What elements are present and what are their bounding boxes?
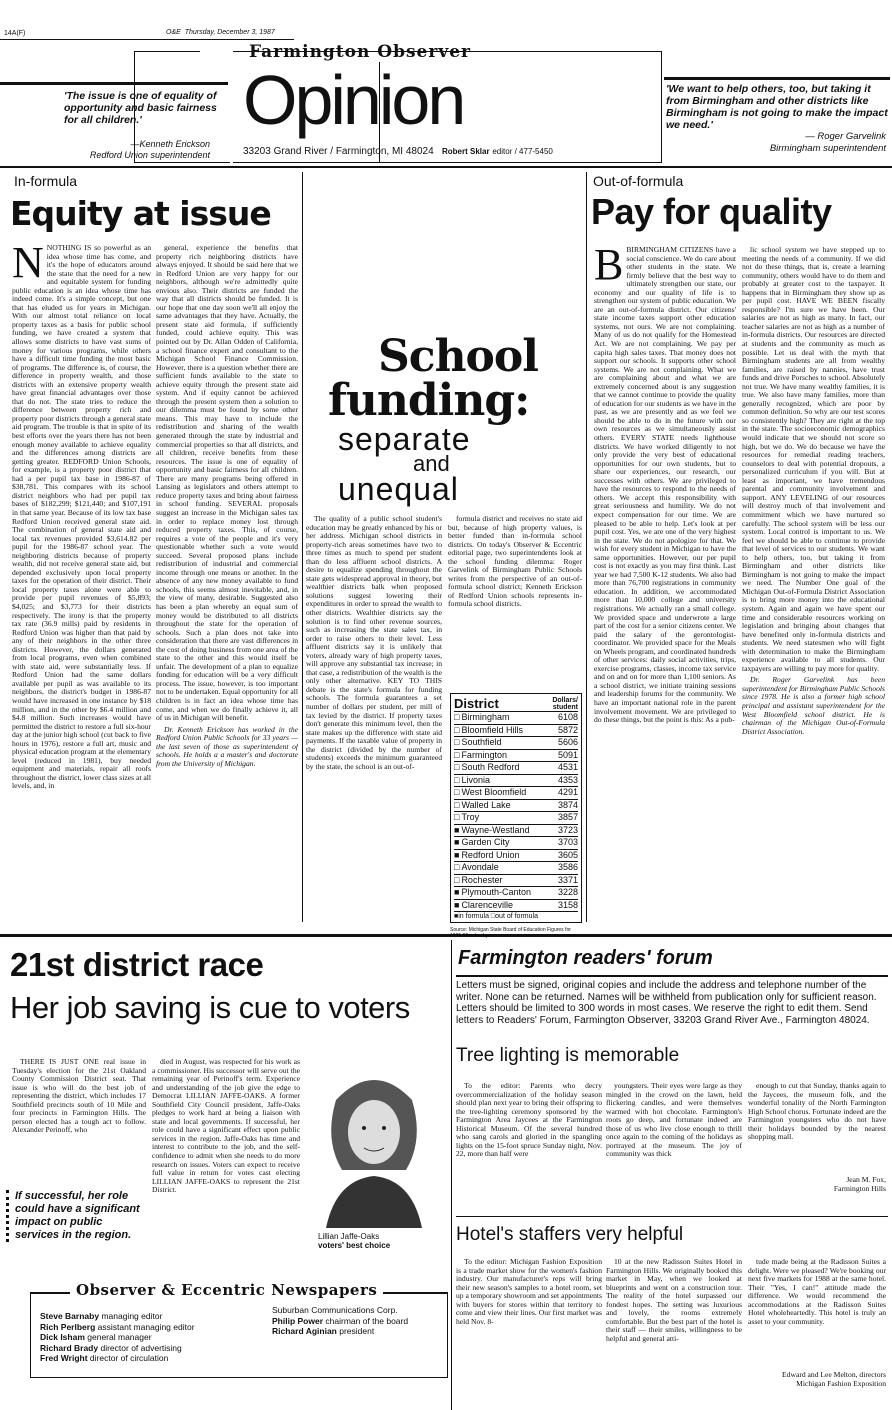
race-col1 (12, 1058, 146, 1178)
signer: Edward and Lee Melton, directors (782, 1370, 886, 1379)
table-row (454, 737, 578, 750)
district-name: Avondale (461, 862, 499, 872)
quote-left: 'The issue is one of equality of opportunity and basic fairness for all children.' (64, 90, 217, 126)
letter-text: To the editor: Michigan Fashion Exposition is a trade market show for the women's fashion industry. Our manufacturer's reps will bring their new season's samples to a hotel room, set up a temporary showroom and set appointments with buyers for stores within that territory to come and view their lines. Our first market was held Nov. 8- (456, 1258, 602, 1326)
out-of-formula-marker-icon: □ (454, 787, 460, 797)
district-name: Walled Lake (461, 799, 511, 810)
address-text: 33203 Grand River / Farmington, MI 48024 (243, 146, 434, 157)
table-row (454, 775, 578, 788)
out-of-formula-marker-icon: □ (454, 812, 460, 822)
caption-text: voters' best choice (318, 1241, 391, 1250)
staff-entry (40, 1311, 195, 1322)
article-text: BIRMINGHAM CITIZENS have a social conscience. We do care about other students in the state. We firmly believe that the best way to ultimately strengthen our state, our economy and our quality of life is to strengthen our system of public education. We are an out-of-formula district. Our citizens' state income taxes support other education systems, not ours. We are not complaining. Many of us do not qualify for the Homestead Act. We are not complaining. We pay per capita high sales taxes. That money does not support our schools. It supports other school systems. We are not complaining. What we are complaining about and what we are extremely concerned about is any suggestion that we cannot continue to provide the quality of education for our students as we have in the past, as we are presently and as we feel we should be able to do in the future with our own resources as we simultaneously assist others. EVERY STATE needs lighthouse districts. We have worked diligently to not only provide the very best of educational opportunities for our own students, but to share our experiences, our research, our successes with others. We are privileged to have the resources to respond to the needs of others. We accept this responsibility with great seriousness and humility. We do not expect compensation for our time. We are pleased to be able to help. Let's look at per pupil cost. Yes, we are one of the very highest in the state. We do not apologize for that. We wish for every student in Michigan to have the same opportunities. However, our per pupil cost is not exactly as you may first think. Last year we had 7,500 K-12 students. We also had more than 76,700 registrations in community education. In addition, we accommodated more than 10,000 college and university registrations. We actually ran a small college. We provided space and underwrote a large part of the cost for a senior citizens center. We paid the salary of the gerontologist-coordinator. We provided space for the Meals on Wheels program, and coordinated hundreds of other services: daily social activities, trips, exercise programs, classes, income tax service and on and on for more than 1,100 seniors. As a school district, we initiate training sessions and leadership forums for the community. We have an important national role in the parent involvement movement. We are privileged to do these things, but the point is this: As a pub- (594, 246, 736, 725)
out-of-formula-marker-icon: □ (454, 762, 460, 772)
author-bio: Dr. Roger Garvelink has been superintendent for Birmingham Public Schools since 1978. He is also a former high school principal and assistant superintendent for the West Bloomfield school district. He is chairman of the Michigan Out-of-Formula District Association. (742, 675, 885, 736)
corp-entry (272, 1316, 408, 1327)
dollars-per-student: 3228 (557, 887, 578, 897)
table-legend: ■in formula □out of formula (454, 913, 538, 920)
feature-title-line: unequal (338, 470, 459, 507)
feature-title-line: separate (338, 421, 471, 457)
headline-21st-district: 21st district race (10, 946, 264, 983)
staff-entry (40, 1322, 195, 1333)
table-header-dollars: Dollars/ student (552, 697, 578, 711)
staff-role: director of circulation (89, 1353, 169, 1363)
district-name: Redford Union (461, 849, 520, 860)
table-row (454, 900, 578, 913)
district-name: Birmingham (461, 712, 510, 722)
quote-right-attribution (664, 131, 886, 155)
dollars-per-student: 5606 (557, 737, 578, 747)
district-name: West Bloomfield (461, 787, 527, 797)
photo-lillian-jaffe-oaks (306, 1060, 442, 1228)
district-name: Bloomfield Hills (461, 724, 523, 735)
headline-pay-for-quality: Pay for quality (591, 191, 832, 232)
dollars-per-student: 3605 (557, 849, 578, 860)
out-of-formula-marker-icon: □ (454, 874, 460, 885)
pub-abbrev: O&E (166, 29, 181, 36)
in-formula-marker-icon: ■ (454, 887, 460, 897)
staff-role: chairman of the board (325, 1315, 409, 1326)
district-name: Garden City (461, 837, 510, 847)
table-row (454, 812, 578, 825)
pull-quote: If successful, her role could have a significant impact on public services in the region. (6, 1190, 146, 1242)
district-name: Clarenceville (461, 899, 513, 910)
table-row (454, 850, 578, 863)
signer-org: Michigan Fashion Exposition (796, 1379, 886, 1388)
table-row (454, 725, 578, 738)
portrait-image (306, 1060, 442, 1228)
staff-role: general manager (87, 1332, 152, 1342)
table-row (454, 862, 578, 875)
letter2-signature (740, 1370, 886, 1388)
district-name: Southfield (461, 737, 502, 747)
dollars-per-student: 3371 (557, 874, 578, 885)
dollars-per-student: 3703 (557, 837, 578, 847)
corp-list (272, 1305, 408, 1337)
editor-name: Robert Sklar (442, 147, 490, 156)
table-row (454, 887, 578, 900)
dollars-per-student: 3586 (557, 862, 578, 872)
article-text: died in August, was respected for his work as a commissioner. His successor will serve out the remaining year of Perinoff's term. Experience and understanding of the job give the edge to Democrat LILLIAN JAFFE-OAKS. A former Southfield City Council president, Jaffe-Oaks pledges to work hard at being a liaison with state and local governments. If successful, her role could have a significant effect upon public services in the region. Jaffe-Oaks has time and interest to contribute to the job, and the self-confidence to admit when she needs to do more research on issues. Voters can expect to receive full value in return for votes cast electing LILLIAN JAFFE-OAKS to represent the 21st District. (152, 1058, 300, 1195)
out-of-formula-marker-icon: □ (454, 799, 460, 810)
address (243, 146, 553, 157)
paper-name: Farmington Observer (200, 42, 520, 62)
letter-text: To the editor: Parents who decry overcommercialization of the holiday season should plan next year to bring their offspring to the tree-lighting ceremony sponsored by the Farmington Area Jaycees at the Farmington Historical Museum. Of the several hundred who sang carols and gloried in the spangling lights on the 15-foot spruce Sunday night, Nov. 22, more than half were (456, 1082, 602, 1159)
quote-left-role: Redford Union superintendent (89, 150, 210, 160)
article-pay-col2 (742, 246, 885, 910)
letter1-col3 (748, 1082, 886, 1172)
issue-date: Thursday, December 3, 1987 (184, 29, 275, 36)
quote-right-name: — Roger Garvelink (805, 131, 886, 142)
feature-title-line: funding: (328, 375, 530, 426)
staff-list (40, 1311, 195, 1364)
district-name: Rochester (461, 874, 503, 885)
table-row (454, 800, 578, 813)
page-number: 14A(F) (4, 30, 26, 37)
article-pay-col1: BBIRMINGHAM CITIZENS have a social conscience. We do care about other students in the state. We firmly believe that the best way to ultimately strengthen our state, our economy and our quality of life is to strengthen our system of public education. We are an out-of-formula district. Our citizens' state income taxes support other education systems, not ours. We are not complaining. Many of us do not qualify for the Homestead Act. We are not complaining. We pay per capita high sales taxes. That money does not support our schools. It supports other school systems. We are not complaining. What we are complaining about and what we are extremely concerned about is any suggestion that we cannot continue to provide the quality of education for our students as we have in the past, as we are presently and as we feel we should be able to do in the future with our own resources as we simultaneously assist others. EVERY STATE needs lighthouse districts. We have worked diligently to not only provide the very best of educational opportunities for our own students, but to share our experiences, our research, our successes with others. We are privileged to have the resources to respond to the needs of others. We accept this responsibility with great seriousness and humility. We do not expect compensation for our time. We are pleased to be able to help. Let's look at per pupil cost. Yes, we are one of the very highest in the state. We do not apologize for that. We wish for every student in Michigan to have the same opportunities. However, our per pupil cost is not exactly as you may first think. Last year we had 7,500 K-12 students. We also had more than 76,700 registrations in community education. In addition, we accommodated more than 10,000 college and university registrations. We actually ran a small college. We provided space and underwrote a large part of the cost for a senior citizens center. We paid the salary of the gerontologist-coordinator. We provided space for the Meals on Wheels program, and coordinated hundreds of other services: daily social activities, trips, exercise programs, classes, income tax service and on and on for more than 1,100 seniors. As a school district, we initiate training sessions and leadership forums for the community. We have an important national role in the parent involvement movement. We are privileged to do these things, but the point is this: As a pub- (594, 246, 736, 725)
dollars-per-student: 5091 (557, 749, 578, 760)
letter-text: youngsters. Their eyes were large as they mingled in the crowd on the lawn, held flickering candles, and were themselves warmed with hot chocolate. Farmington's roots go deep, and fortunate indeed are those of us who live close enough to thrill once again to the coming of the holidays as portrayed at the museum. The joy of community was thick (606, 1082, 742, 1159)
letter-headline-hotel: Hotel's staffers very helpful (456, 1224, 684, 1245)
letter2-col1 (456, 1258, 602, 1403)
table-row (454, 875, 578, 888)
letter-text: 10 at the new Radisson Suites Hotel in Farmington Hills. We originally booked this market in May, when we looked at blueprints and went on a construction tour. The reality of the hotel surpassed our fondest hopes. The setting was luxurious and lovely, the rooms extremely comfortable. But the best part of the hotel is their staff — their smiles, willingness to be helpful and general atti- (606, 1258, 742, 1343)
staff-entry (40, 1343, 195, 1354)
staff-name: Richard Aginian (272, 1326, 337, 1336)
legend-out-formula: out of formula (495, 913, 538, 920)
letter1-col2 (606, 1082, 742, 1207)
author-bio: Dr. Kenneth Erickson has worked in the Redford Union Public Schools for 33 years — the last seven of those as superintendent of schools. He holds a a master's and doctorate from the University of Michigan. (156, 724, 298, 768)
article-equity-col1: NNOTHING IS so powerful as an idea whose time has come, and it's the hope of educators around the state that the need for a new and equitable system for funding public education is an idea whose time has indeed come. It's a simple concept, but one that has eluded us for years in Michigan. With our almost total reliance on local property taxes as a basis for public school funding, we have created a system that allows some districts to have vast sums of money for various programs, while others have a difficult time funding the most basic of programs. The difference is, of course, the difference in property wealth, and those districts with an extensive property wealth have great financial advantages over those that do not. The state tries to reduce the difference between property rich and property poor districts through a general state aid program. The trouble is that in spite of its best efforts over the years there has not been enough money available to achieve equality and the differences among districts are getting greater. REDFORD Union Schools, for example, is a property poor district that had a per pupil tax base in 1986-87 of $38,781. This compares with its school district neighbors who had per pupil tax bases of $182,299; $121,440; and $107,191 in that same year. Because of its low tax base Redford Union received general state aid. The combination of general state aid and local tax revenues provided $3,614.82 per pupil for the 1986-87 school year. The neighboring districts because of property wealth, did not receive general state aid, but depended exclusively upon local property taxes for the operation of their district. Their local property taxes alone were able to provide per pupil revenues of $5,893; $4,025; and $3,773 for their districts respectively. The irony is that the property tax rate (36.9 mills) paid by residents in Redford Union was higher than that paid by any of their neighbors in the other three districts. However, the dollars generated from local programs, even when combined with state aid, were substantially less. If Redford Union had the same dollars available per pupil as was available to its neighbors, the district's budget in 1986-87 would have increased in one instance by $18 million, and in the other by $6.4 million and $4.8 million. Such increases would have permitted the district to restore a full six-hour day at the junior high school (cut back to five hours in 1976), restore a full art, music and physical education program at the elementary level (reduced in 1981), buy needed equipment and materials, repair all roofs throughout the district, lower class sizes at all levels, and, in (12, 244, 151, 791)
legend-in-formula: in formula (458, 913, 489, 920)
table-row (454, 787, 578, 800)
caption-name: Lillian Jaffe-Oaks (318, 1232, 380, 1241)
out-of-formula-marker-icon: □ (454, 862, 460, 872)
in-formula-marker-icon: ■ (454, 899, 460, 910)
district-name: Wayne-Westland (461, 824, 530, 835)
table-row (454, 712, 578, 725)
date-line (166, 29, 275, 36)
dollars-per-student: 4531 (557, 762, 578, 772)
corp-entry (272, 1326, 408, 1337)
letter2-col3 (748, 1258, 886, 1368)
staff-name: Richard Brady (40, 1342, 99, 1353)
district-name: Farmington (461, 749, 507, 760)
article-text: lic school system we have stepped up to meeting the needs of a community. If we did not do these things, that is, create a learning community, others would have to do them and probably at greater cost to the taxpayer. It happens that in Birmingham they show up as per pupil cost. HAVE WE BEEN fiscally responsible? I'm sure we have been. Our salaries are not as high as many. In fact, our teacher salaries are not as high as a number of in-formula districts. Our resources are directed at students and the community as much as possible. Let us deal with the myth that Birmingham students are all from wealthy families, are raised by nannies, have trust funds and drive Porsches to school. Absolutely not true. We have many wealthy families, it is true. We also have many families, more than generally recognized, which are poor by common definition. So why are our test scores so consistently high? They are right at the top in the state. The socioeconomic demographics would indicate that we should not score so high, but we do. We do because we have the resources for remedial reading teachers, counselors to deal with potential dropouts, a personalized curriculum if you will. But at least as important, we have tremendous parental and community involvement and support. ANY LEVELING of our resources will destroy much of that involvement and commitment which we have nurtured so carefully. The school system will be less our system. Local control is important to us. We feel we should be able to continue to provide that level of services to our students. We want to help others, too, but taking it from Birmingham and other districts like Birmingham is not going to make the impact we need. The Number One goal of the Michigan Out-of-Formula District Association is to bring more money into the educational system. Again and again we have spent our time and considerable resources working on legislation and bringing about changes that have benefited only in-formula districts and students. We need statesmen who will fight with determination to make the Birmingham experience available to all students. Our taxpayers are willing to pay more for quality. (742, 246, 885, 673)
quote-right-role: Birmingham superintendent (769, 143, 886, 154)
district-name: Plymouth-Canton (461, 887, 531, 897)
race-col2 (152, 1058, 300, 1248)
in-formula-marker-icon: ■ (454, 837, 460, 847)
dollars-per-student: 4291 (557, 787, 578, 797)
letter-text: tude made being at the Radisson Suites a delight. Were we pleased? We're booking our next five markets for 1988 at the same hotel. Their "Yes, I can!" attitude made the difference. We would recommend the accommodations at the Radisson Suites Hotel wholeheartedly. This hotel is truly an asset to your community. (748, 1258, 886, 1326)
staff-name: Dick Isham (40, 1332, 85, 1342)
staff-name: Rich Perlberg (40, 1321, 96, 1332)
out-of-formula-marker-icon: □ (454, 749, 460, 760)
headline-equity: Equity at issue (10, 194, 271, 233)
feature-title (318, 331, 584, 507)
out-of-formula-marker-icon: □ (454, 712, 460, 722)
page-title: Opinion (243, 61, 464, 139)
in-formula-marker-icon: ■ (454, 824, 460, 835)
quote-left-name: —Kenneth Erickson (130, 139, 210, 149)
article-text: The quality of a public school student's education may be greatly enhanced by his or her address. Michigan school districts in property-rich areas sometimes have two to three times as much to spend per student than do less affluent school districts. A desire to equalize spending throughout the state gets widespread approval in theory, but wealthier districts balk when proposed solutions suggest lowering their expenditures in order to spread the wealth to other districts. Wealthier districts say the solution is to find other revenue sources, such as increasing the state sales tax, in order to raise others to their level. Less affluent districts say it is unlikely that voters, already wary of high property taxes, will approve any substantial tax increase; in that case, a redistribution of the wealth is the only other alternative. KEY TO THIS debate is the state's formula for funding schools. The formula guarantees a set number of dollars per student, per mill of tax levied by the district. If property taxes don't generate this minimum level, then the state makes up the difference with state aid payments. If the taxable value of property in the district (divided by the number of students) exceeds the minimum guaranteed by the state, the school is an out-of- (306, 515, 442, 771)
table-source: Source: Michigan State Board of Education Figures for (450, 927, 571, 933)
dollars-per-student: 5872 (557, 724, 578, 735)
article-text: NOTHING IS so powerful as an idea whose time has come, and it's the hope of educators around the state that the need for a new and equitable system for funding public education is an idea whose time has indeed come. It's a simple concept, but one that has eluded us for years in Michigan. With our almost total reliance on local property taxes as a basis for public school funding, we have created a system that allows some districts to have vast sums of money for various programs, while others have a difficult time funding the most basic of programs. The difference is, of course, the difference in property wealth, and those districts with an extensive property wealth have great financial advantages over those that do not. The state tries to reduce the difference between property rich and property poor districts through a general state aid program. The trouble is that in spite of its best efforts over the years there has not been enough money available to achieve equality and the differences among districts are getting greater. REDFORD Union Schools, for example, is a property poor district that had a per pupil tax base in 1986-87 of $38,781. This compares with its school district neighbors who had per pupil tax bases of $182,299; $121,440; and $107,191 in that same year. Because of its low tax base Redford Union received general state aid. The combination of general state aid and local tax revenues provided $3,614.82 per pupil for the 1986-87 school year. The neighboring districts because of property wealth, did not receive general state aid, but depended exclusively upon local property taxes for the operation of their district. Their local property taxes alone were able to provide per pupil revenues of $5,893; $4,025; and $3,773 for their districts respectively. The irony is that the property tax rate (36.9 mills) paid by residents in Redford Union was higher than that paid by any of their neighbors in the other three districts. However, the dollars generated from local programs, even when combined with state aid, were substantially less. If Redford Union had the same dollars available per pupil as was available to its neighbors, the district's budget in 1986-87 would have increased in one instance by $18 million, and in the other by $6.4 million and $4.8 million. Such increases would have permitted the district to restore a full six-hour day at the junior high school (cut back to five hours in 1976), restore a full art, music and physical education program at the elementary level (reduced in 1981), buy needed equipment and materials, repair all roofs throughout the district, lower class sizes at all levels, and, in (12, 244, 151, 791)
table-row (454, 837, 578, 850)
section-label-out-of-formula: Out-of-formula (593, 173, 684, 189)
photo-caption (318, 1232, 390, 1250)
editor-role: editor / 477-5450 (492, 147, 553, 156)
staff-entry (40, 1353, 195, 1364)
table-row (454, 750, 578, 763)
staff-name: Steve Barnaby (40, 1311, 100, 1321)
table-header-district: District (454, 696, 499, 711)
staff-role: assistant managing editor (97, 1321, 195, 1332)
district-funding-table (450, 693, 582, 923)
corp-name: Suburban Communications Corp. (272, 1305, 398, 1315)
staff-name: Philip Power (272, 1315, 324, 1326)
feature-intro-col1 (306, 515, 442, 920)
dollars-per-student: 3874 (557, 799, 578, 810)
table-row (454, 825, 578, 838)
feature-title-line: and (413, 451, 450, 476)
dollars-per-student: 3723 (557, 824, 578, 835)
quote-right: 'We want to help others, too, but taking it from Birmingham and other districts like Birmingham is not going to make the impact we need.' (666, 83, 888, 131)
article-text: general, experience the benefits that property rich neighboring districts have always enjoyed. It should be said here that we in Redford Union are very happy for our neighbors, although we're admittedly quite envious also. Their districts are funded the way that all districts should be funded. It is our hope that one day soon we'll all enjoy the same advantages that they have. Actually, the present state aid formula, if sufficiently funded, could achieve equity. This was pointed out by Dr. Allan Odden of California, a school finance expert and consultant to the Michigan School Finance Commission. However, there is a question whether there are sufficient funds available to the state to achieve equity through the present state aid system. And if equity cannot be achieved through the present system then a solution to our dilemma must be found by some other means. This may have to include the redistribution and sharing of the wealth generated through the state by industrial and commercial properties so that all districts, and all children, receive benefits from these resources. The issue is one of equality of opportunity and basic fairness for all children. There are many programs being offered in Lansing as legislators and others attempt to reduce property taxes and bring about fairness in school funding. SEVERAL proposals suggest an increase in the Michigan sales tax in order to replace money lost through reduced property taxes. This, of course, requires a vote of the people and it's very questionable whether such a vote would succeed. Several proposed plans include redistribution of industrial and commercial income through one means or another. In the absence of any new money available to fund schools, this seems almost inevitable, and, in the view of many, desirable. Suggested also has been a plan whereby an equal sum of money would be distributed to all districts throughout the state for the operation of schools. Such a plan does not take into consideration that there are vast differences in the cost of doing business from one area of the state to the other and this would itself be unfair. The development of a plan to equalize funding for education will be a very difficult process. The issue, however, is too important not to be undertaken. Equal opportunity for all children is in fact an idea whose time has come, and when we do finally achieve it, all of us in Michigan will benefit. (156, 244, 298, 723)
subhead-job-saving: Her job saving is cue to voters (10, 990, 410, 1025)
forum-title: Farmington readers' forum (458, 947, 713, 969)
district-name: Troy (461, 812, 480, 822)
dollars-per-student: 3158 (557, 899, 578, 910)
district-name: South Redford (461, 762, 520, 772)
signer: Jean M. Fox, (846, 1175, 886, 1184)
in-formula-marker-icon: ■ (454, 849, 460, 860)
table-row (454, 762, 578, 775)
letter1-signature (748, 1175, 886, 1193)
out-of-formula-marker-icon: □ (454, 724, 460, 735)
staff-entry (40, 1332, 195, 1343)
dollars-per-student: 4353 (557, 774, 578, 785)
forum-notice: Letters must be signed, original copies and include the address and telephone number of the writer. None can be returned. Names will be withheld from publication only for sufficient reason. Letters should be limited to 300 words in most cases. We reserve the right to edit them. Send letters to Readers' Forum, Farmington Observer, 33203 Grand River Ave., Farmington 48024. (456, 980, 877, 1026)
staff-name: Fred Wright (40, 1353, 88, 1363)
article-text: formula district and receives no state aid but, because of high property values, is better funded than in-formula school districts. On today's Observer & Eccentric editorial page, two superintendents look at the school funding dilemma: Roger Garvelink of Birmingham Public Schools writes from the perspective of an out-of-formula school district; Kenneth Erickson of Redford Union schools represents in-formula school districts. (448, 515, 582, 609)
article-text: THERE IS JUST ONE real issue in Tuesday's election for the 21st Oakland County Commission District seat. That issue is who will do the best job of representing the district, which includes 17 Southfield precincts south of 10 Mile and four precincts in Farmington Hills. The person elected has a tough act to follow. Alexander Perinoff, who (12, 1058, 146, 1135)
letter1-col1 (456, 1082, 602, 1207)
dollars-per-student: 3857 (557, 812, 578, 822)
quote-left-attribution (20, 139, 210, 161)
staff-role: president (339, 1326, 375, 1336)
letter-text: enough to cut that Sunday, thanks again to the Jaycees, the museum folk, and the wonderful tonality of the North Farmington High School chorus. Fortunate indeed are the Farmington youngsters who do not have their holidays bounded by the nearest shopping mall. (748, 1082, 886, 1142)
letter-headline-tree: Tree lighting is memorable (456, 1045, 680, 1066)
letter2-col2 (606, 1258, 742, 1403)
out-of-formula-marker-icon: □ (454, 737, 460, 747)
group-name: Observer & Eccentric Newspapers (70, 1281, 383, 1299)
feature-intro-col2 (448, 515, 582, 685)
dollars-per-student: 6108 (557, 712, 578, 722)
district-name: Livonia (461, 774, 490, 785)
article-equity-col2 (156, 244, 298, 909)
staff-role: managing editor (101, 1311, 163, 1321)
signer-location: Farmington Hills (833, 1184, 886, 1193)
feature-title-line: School (378, 331, 538, 382)
section-label-in-formula: In-formula (14, 173, 78, 189)
staff-role: director of advertising (100, 1342, 182, 1353)
out-of-formula-marker-icon: □ (454, 774, 460, 785)
